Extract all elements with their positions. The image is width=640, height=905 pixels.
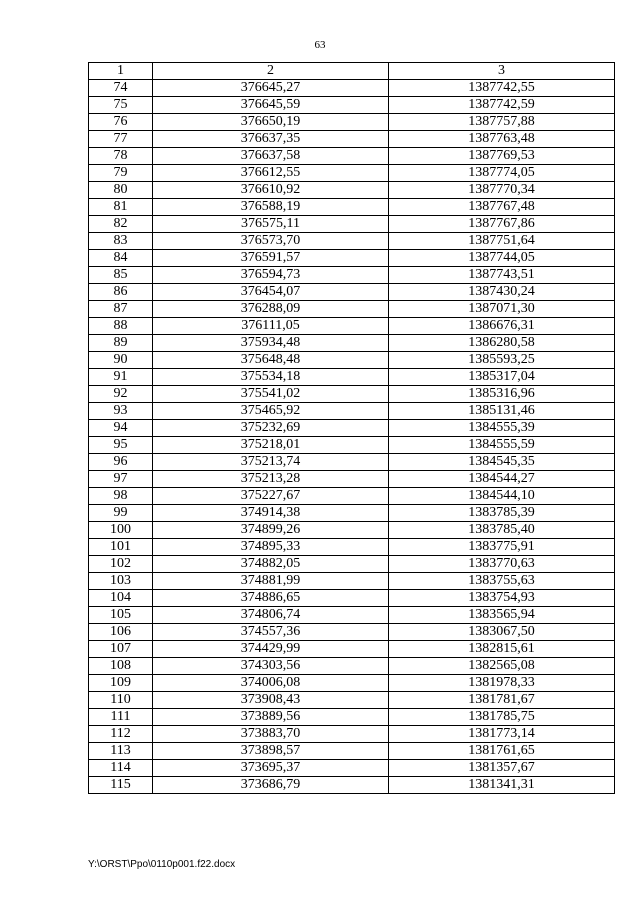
coordinate-x-cell: 373883,70 — [153, 726, 389, 743]
table-row — [89, 97, 615, 114]
point-number-cell: 102 — [89, 556, 153, 573]
table-row — [89, 352, 615, 369]
point-number-cell: 76 — [89, 114, 153, 131]
table-body — [89, 80, 615, 794]
point-number-cell: 84 — [89, 250, 153, 267]
point-number-cell: 110 — [89, 692, 153, 709]
table-row — [89, 318, 615, 335]
coordinate-y-cell: 1387770,34 — [389, 182, 615, 199]
point-number-cell: 90 — [89, 352, 153, 369]
coordinate-x-cell: 374881,99 — [153, 573, 389, 590]
coordinate-y-cell: 1384544,27 — [389, 471, 615, 488]
point-number-cell: 92 — [89, 386, 153, 403]
coordinate-y-cell: 1387742,59 — [389, 97, 615, 114]
coordinate-x-cell: 374899,26 — [153, 522, 389, 539]
table-row — [89, 165, 615, 182]
coordinate-x-cell: 373686,79 — [153, 777, 389, 794]
point-number-cell: 81 — [89, 199, 153, 216]
table-row — [89, 114, 615, 131]
coordinate-y-cell: 1383775,91 — [389, 539, 615, 556]
coordinate-y-cell: 1383785,40 — [389, 522, 615, 539]
coordinate-y-cell: 1387767,86 — [389, 216, 615, 233]
table-row — [89, 284, 615, 301]
coordinate-y-cell: 1387767,48 — [389, 199, 615, 216]
point-number-cell: 91 — [89, 369, 153, 386]
coordinates-table — [88, 62, 615, 794]
table-row — [89, 590, 615, 607]
coordinate-y-cell: 1383770,63 — [389, 556, 615, 573]
coordinate-x-cell: 375934,48 — [153, 335, 389, 352]
coordinate-y-cell: 1387769,53 — [389, 148, 615, 165]
coordinate-y-cell: 1383755,63 — [389, 573, 615, 590]
coordinate-y-cell: 1383785,39 — [389, 505, 615, 522]
column-header-3: 3 — [389, 63, 615, 80]
point-number-cell: 89 — [89, 335, 153, 352]
coordinate-y-cell: 1381978,33 — [389, 675, 615, 692]
point-number-cell: 114 — [89, 760, 153, 777]
table-row — [89, 760, 615, 777]
table-row — [89, 709, 615, 726]
point-number-cell: 105 — [89, 607, 153, 624]
table-row — [89, 692, 615, 709]
coordinate-x-cell: 376637,35 — [153, 131, 389, 148]
column-header-1: 1 — [89, 63, 153, 80]
table-row — [89, 505, 615, 522]
footer-file-path: Y:\ORST\Ppo\0110p001.f22.docx — [88, 859, 236, 870]
coordinate-x-cell: 374895,33 — [153, 539, 389, 556]
coordinate-x-cell: 375648,48 — [153, 352, 389, 369]
table-row — [89, 131, 615, 148]
table-row — [89, 233, 615, 250]
coordinate-x-cell: 376575,11 — [153, 216, 389, 233]
point-number-cell: 77 — [89, 131, 153, 148]
point-number-cell: 103 — [89, 573, 153, 590]
coordinate-y-cell: 1384555,39 — [389, 420, 615, 437]
point-number-cell: 113 — [89, 743, 153, 760]
table-row — [89, 199, 615, 216]
table-row — [89, 777, 615, 794]
table-header-row — [89, 63, 615, 80]
point-number-cell: 94 — [89, 420, 153, 437]
table-row — [89, 743, 615, 760]
coordinate-x-cell: 376111,05 — [153, 318, 389, 335]
coordinate-x-cell: 374006,08 — [153, 675, 389, 692]
table-row — [89, 250, 615, 267]
coordinate-y-cell: 1381773,14 — [389, 726, 615, 743]
coordinate-x-cell: 374882,05 — [153, 556, 389, 573]
coordinate-x-cell: 374886,65 — [153, 590, 389, 607]
coordinate-x-cell: 375213,74 — [153, 454, 389, 471]
coordinate-x-cell: 373908,43 — [153, 692, 389, 709]
point-number-cell: 87 — [89, 301, 153, 318]
coordinate-x-cell: 375218,01 — [153, 437, 389, 454]
point-number-cell: 74 — [89, 80, 153, 97]
coordinate-y-cell: 1387774,05 — [389, 165, 615, 182]
table-row — [89, 335, 615, 352]
coordinate-y-cell: 1387757,88 — [389, 114, 615, 131]
coordinate-x-cell: 375232,69 — [153, 420, 389, 437]
point-number-cell: 96 — [89, 454, 153, 471]
point-number-cell: 107 — [89, 641, 153, 658]
point-number-cell: 115 — [89, 777, 153, 794]
point-number-cell: 85 — [89, 267, 153, 284]
coordinate-y-cell: 1384544,10 — [389, 488, 615, 505]
table-row — [89, 403, 615, 420]
point-number-cell: 98 — [89, 488, 153, 505]
table-row — [89, 675, 615, 692]
coordinate-x-cell: 376573,70 — [153, 233, 389, 250]
point-number-cell: 106 — [89, 624, 153, 641]
coordinate-y-cell: 1386280,58 — [389, 335, 615, 352]
coordinate-y-cell: 1387751,64 — [389, 233, 615, 250]
table-row — [89, 658, 615, 675]
table-row — [89, 369, 615, 386]
coordinate-y-cell: 1381341,31 — [389, 777, 615, 794]
coordinate-y-cell: 1381761,65 — [389, 743, 615, 760]
coordinate-y-cell: 1387742,55 — [389, 80, 615, 97]
coordinate-x-cell: 376610,92 — [153, 182, 389, 199]
point-number-cell: 112 — [89, 726, 153, 743]
coordinate-y-cell: 1383754,93 — [389, 590, 615, 607]
coordinate-y-cell: 1384555,59 — [389, 437, 615, 454]
coordinate-x-cell: 375541,02 — [153, 386, 389, 403]
table-row — [89, 437, 615, 454]
coordinate-x-cell: 376594,73 — [153, 267, 389, 284]
coordinate-y-cell: 1382565,08 — [389, 658, 615, 675]
coordinate-y-cell: 1387763,48 — [389, 131, 615, 148]
coordinate-y-cell: 1387430,24 — [389, 284, 615, 301]
coordinate-x-cell: 375213,28 — [153, 471, 389, 488]
coordinate-x-cell: 375534,18 — [153, 369, 389, 386]
coordinate-x-cell: 373898,57 — [153, 743, 389, 760]
point-number-cell: 83 — [89, 233, 153, 250]
coordinate-x-cell: 375227,67 — [153, 488, 389, 505]
table-row — [89, 454, 615, 471]
point-number-cell: 95 — [89, 437, 153, 454]
table-row — [89, 522, 615, 539]
coordinate-y-cell: 1385131,46 — [389, 403, 615, 420]
table-row — [89, 80, 615, 97]
page-number: 63 — [314, 39, 326, 51]
column-header-2: 2 — [153, 63, 389, 80]
coordinate-x-cell: 376645,27 — [153, 80, 389, 97]
point-number-cell: 109 — [89, 675, 153, 692]
coordinate-x-cell: 376454,07 — [153, 284, 389, 301]
point-number-cell: 104 — [89, 590, 153, 607]
coordinate-x-cell: 374303,56 — [153, 658, 389, 675]
point-number-cell: 80 — [89, 182, 153, 199]
table-row — [89, 420, 615, 437]
coordinate-x-cell: 374914,38 — [153, 505, 389, 522]
coordinate-y-cell: 1383565,94 — [389, 607, 615, 624]
coordinate-y-cell: 1384545,35 — [389, 454, 615, 471]
coordinate-x-cell: 373695,37 — [153, 760, 389, 777]
point-number-cell: 82 — [89, 216, 153, 233]
coordinate-y-cell: 1383067,50 — [389, 624, 615, 641]
point-number-cell: 111 — [89, 709, 153, 726]
point-number-cell: 88 — [89, 318, 153, 335]
table-row — [89, 386, 615, 403]
coordinate-y-cell: 1385593,25 — [389, 352, 615, 369]
point-number-cell: 100 — [89, 522, 153, 539]
coordinate-y-cell: 1386676,31 — [389, 318, 615, 335]
table-row — [89, 624, 615, 641]
coordinate-y-cell: 1385316,96 — [389, 386, 615, 403]
coordinate-x-cell: 374557,36 — [153, 624, 389, 641]
coordinate-x-cell: 374806,74 — [153, 607, 389, 624]
table-row — [89, 726, 615, 743]
coordinate-y-cell: 1381781,67 — [389, 692, 615, 709]
table-row — [89, 607, 615, 624]
point-number-cell: 78 — [89, 148, 153, 165]
table-row — [89, 216, 615, 233]
coordinate-y-cell: 1385317,04 — [389, 369, 615, 386]
coordinate-x-cell: 376637,58 — [153, 148, 389, 165]
table-row — [89, 471, 615, 488]
point-number-cell: 99 — [89, 505, 153, 522]
table-row — [89, 488, 615, 505]
coordinate-x-cell: 376645,59 — [153, 97, 389, 114]
point-number-cell: 75 — [89, 97, 153, 114]
coordinate-x-cell: 376591,57 — [153, 250, 389, 267]
coordinate-x-cell: 375465,92 — [153, 403, 389, 420]
point-number-cell: 93 — [89, 403, 153, 420]
table-row — [89, 573, 615, 590]
table-row — [89, 539, 615, 556]
coordinate-y-cell: 1387743,51 — [389, 267, 615, 284]
coordinate-x-cell: 376288,09 — [153, 301, 389, 318]
point-number-cell: 97 — [89, 471, 153, 488]
coordinate-x-cell: 373889,56 — [153, 709, 389, 726]
table-row — [89, 301, 615, 318]
point-number-cell: 79 — [89, 165, 153, 182]
table-row — [89, 267, 615, 284]
table-row — [89, 182, 615, 199]
coordinate-y-cell: 1387744,05 — [389, 250, 615, 267]
coordinate-x-cell: 376650,19 — [153, 114, 389, 131]
table-row — [89, 148, 615, 165]
coordinate-x-cell: 376612,55 — [153, 165, 389, 182]
coordinate-y-cell: 1381785,75 — [389, 709, 615, 726]
point-number-cell: 101 — [89, 539, 153, 556]
coordinate-y-cell: 1382815,61 — [389, 641, 615, 658]
coordinate-x-cell: 376588,19 — [153, 199, 389, 216]
point-number-cell: 86 — [89, 284, 153, 301]
point-number-cell: 108 — [89, 658, 153, 675]
coordinate-y-cell: 1387071,30 — [389, 301, 615, 318]
table-row — [89, 556, 615, 573]
table-row — [89, 641, 615, 658]
coordinate-y-cell: 1381357,67 — [389, 760, 615, 777]
coordinate-x-cell: 374429,99 — [153, 641, 389, 658]
